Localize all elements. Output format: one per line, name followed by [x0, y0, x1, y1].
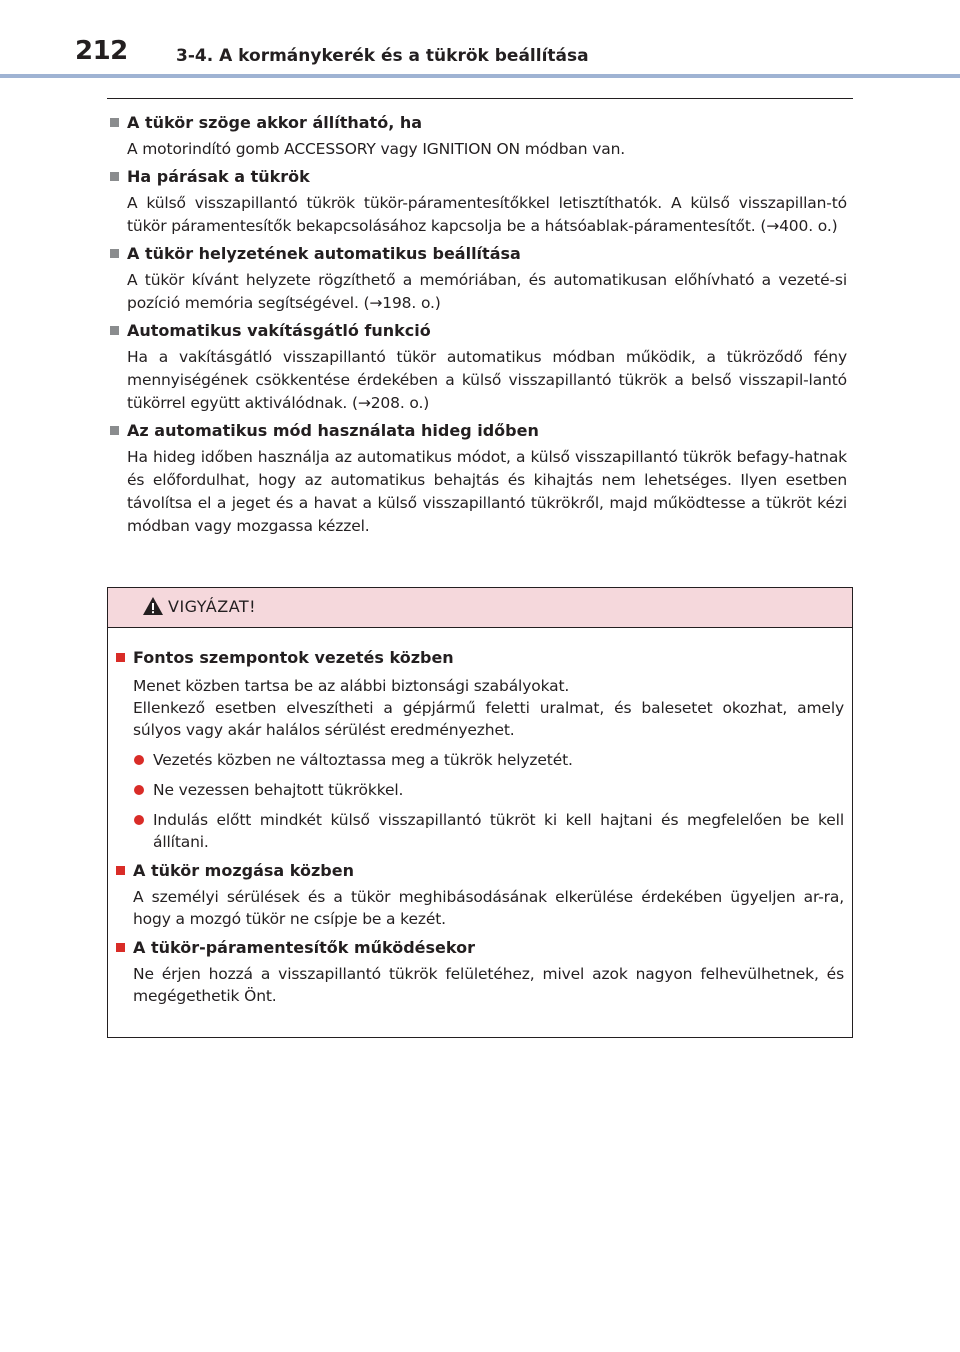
warning-text: A személyi sérülések és a tükör meghibásodásának elkerülése érdekében ügyeljen ar-ra, hogy a mozgó tükör ne csípje be a kezét. [133, 888, 844, 928]
warning-section-mirror-moving [116, 859, 844, 930]
warning-text: Menet közben tartsa be az alábbi biztonsági szabályokat. [133, 677, 570, 695]
section-title-text: A tükör helyzetének automatikus beállítása [127, 244, 521, 263]
round-bullet-icon [134, 755, 144, 765]
section-cold-weather [107, 419, 847, 538]
main-content [107, 111, 847, 542]
square-bullet-icon [116, 653, 125, 662]
section-title [107, 319, 847, 342]
list-item-text: Vezetés közben ne változtassa meg a tükrök helyzetét. [153, 751, 573, 769]
square-bullet-icon [116, 943, 125, 952]
warning-triangle-icon [142, 596, 164, 616]
warning-section-driving [116, 646, 844, 853]
warning-body [116, 646, 844, 1013]
page-number: 212 [75, 36, 128, 66]
section-body: A külső visszapillantó tükrök tükör-páramentesítőkkel letisztíthatók. A külső visszapillan-tó tükör páramentesítők bekapcsolásához kapcsolja be a hátsóablak-páramentesítőt. (→400. o.) [127, 194, 847, 235]
chapter-title: 3-4. A kormánykerék és a tükrök beállítása [176, 46, 589, 66]
list-item [116, 749, 844, 771]
section-title [107, 419, 847, 442]
warning-header [108, 588, 852, 628]
section-title-text: Ha párásak a tükrök [127, 167, 310, 186]
section-auto-position [107, 242, 847, 315]
section-title-text: A tükör szöge akkor állítható, ha [127, 113, 423, 132]
warning-box [107, 587, 853, 1038]
square-bullet-icon [116, 866, 125, 875]
warning-section-title [116, 859, 844, 882]
section-title [107, 242, 847, 265]
list-item [116, 809, 844, 853]
page-header [0, 0, 960, 80]
section-mirror-angle [107, 111, 847, 161]
warning-section-title [116, 936, 844, 959]
section-fogged-mirrors [107, 165, 847, 238]
content-top-rule [107, 98, 853, 99]
list-item [116, 779, 844, 801]
square-bullet-icon [110, 326, 119, 335]
list-item-text: Indulás előtt mindkét külső visszapillantó tükröt ki kell hajtani és megfelelően be kell állítani. [153, 811, 844, 851]
section-body: A motorindító gomb ACCESSORY vagy IGNITION ON módban van. [127, 140, 626, 158]
warning-section-title-text: A tükör mozgása közben [133, 861, 354, 880]
section-body: A tükör kívánt helyzete rögzíthető a memóriában, és automatikusan előhívható a vezeté-si pozíció memória segítségével. (→198. o.) [127, 271, 847, 312]
section-body: Ha hideg időben használja az automatikus módot, a külső visszapillantó tükrök befagy-hatnak és előfordulhat, hogy az automatikus behajtás és kihajtás nem lehetséges. Ilyen esetben távolítsa el a jeget és a havat a külső visszapillantó tükrökről, majd működtesse a tükröt kézi módban vagy mozgassa kézzel. [127, 448, 847, 535]
header-rule [0, 74, 960, 78]
section-title [107, 111, 847, 134]
section-title-text: Az automatikus mód használata hideg időben [127, 421, 539, 440]
warning-title: VIGYÁZAT! [168, 597, 257, 616]
warning-section-title [116, 646, 844, 669]
square-bullet-icon [110, 426, 119, 435]
section-title-text: Automatikus vakításgátló funkció [127, 321, 431, 340]
list-item-text: Ne vezessen behajtott tükrökkel. [153, 781, 404, 799]
warning-section-title-text: A tükör-páramentesítők működésekor [133, 938, 475, 957]
warning-text: Ellenkező esetben elveszítheti a gépjármű feletti uralmat, és balesetet okozhat, amely súlyos vagy akár halálos sérülést eredményezhet. [133, 699, 844, 739]
round-bullet-icon [134, 815, 144, 825]
section-title [107, 165, 847, 188]
square-bullet-icon [110, 118, 119, 127]
warning-text: Ne érjen hozzá a visszapillantó tükrök felületéhez, mivel azok nagyon felhevülhetnek, és megégethetik Önt. [133, 965, 844, 1005]
section-body: Ha a vakításgátló visszapillantó tükör automatikus módban működik, a tükröződő fény mennyiségének csökkentése érdekében a külső visszapillantó tükrök a belső visszapil-lantó tükörrel együtt aktiválódnak. (→208. o.) [127, 348, 847, 412]
round-bullet-icon [134, 785, 144, 795]
warning-section-title-text: Fontos szempontok vezetés közben [133, 648, 454, 667]
section-auto-antiglare [107, 319, 847, 415]
square-bullet-icon [110, 249, 119, 258]
warning-section-defoggers [116, 936, 844, 1007]
square-bullet-icon [110, 172, 119, 181]
